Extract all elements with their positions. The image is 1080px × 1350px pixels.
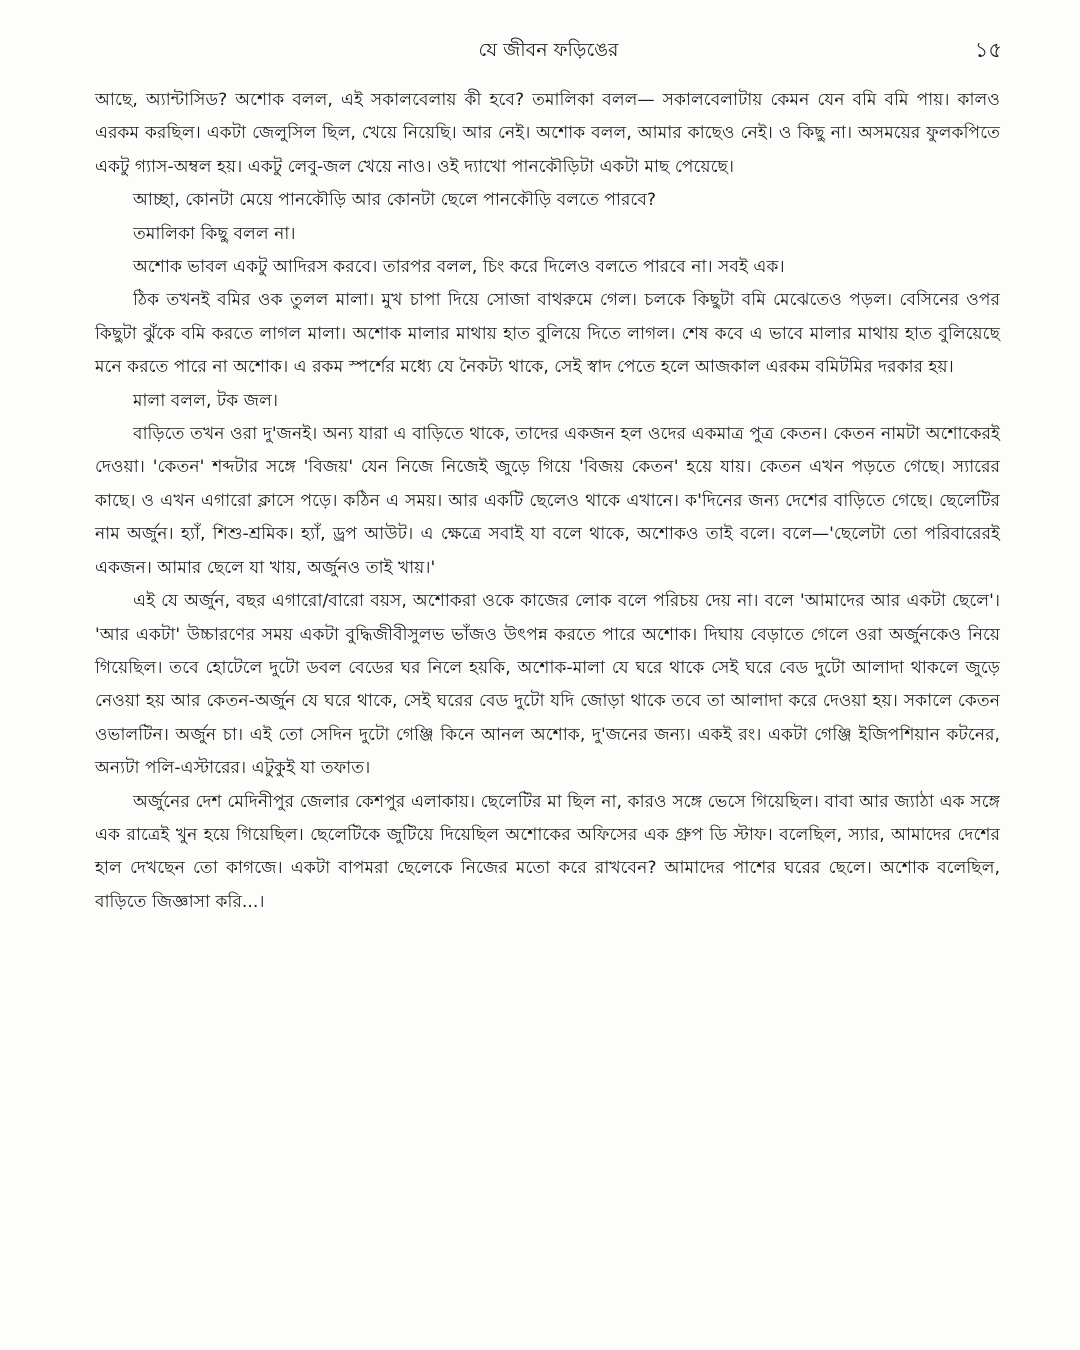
paragraph: অশোক ভাবল একটু আদিরস করবে। তারপর বলল, চিং করে দিলেও বলতে পারবে না। সবই এক। xyxy=(133,257,785,278)
paragraph: বাড়িতে তখন ওরা দু'জনই। অন্য যারা এ বাড়িতে থাকে, তাদের একজন হল ওদের একমাত্র পুত্র কেতন। কেতন নামটা অশোকেরই দেওয়া। 'কেতন' শব্দটার সঙ্গে 'বিজয়' যেন নিজে নিজেই জুড়ে গিয়ে 'বিজয় কেতন' হয়ে যায়। কেতন এখন পড়তে গেছে। স্যারের কাছে। ও এখন এগারো ক্লাসে পড়ে। কঠিন এ সময়। আর একটি ছেলেও থাকে এখানে। ক'দিনের জন্য দেশের বাড়িতে গেছে। ছেলেটির নাম অর্জুন। হ্যাঁ, শিশু-শ্রমিক। হ্যাঁ, ড্রপ আউট। এ ক্ষেত্রে সবাই যা বলে থাকে, অশোকও তাই বলে। বলে—'ছেলেটা তো পরিবারেরই একজন। আমার ছেলে যা খায়, অর্জুনও তাই খায়।' xyxy=(95,424,1000,578)
paragraph: এই যে অর্জুন, বছর এগারো/বারো বয়স, অশোকরা ওকে কাজের লোক বলে পরিচয় দেয় না। বলে 'আমাদের আর একটা ছেলে'। 'আর একটা' উচ্চারণের সময় একটা বুদ্ধিজীবীসুলভ ভাঁজও উৎপন্ন করতে পারে অশোক। দিঘায় বেড়াতে গেলে ওরা অর্জুনকেও নিয়ে গিয়েছিল। তবে হোটেলে দুটো ডবল বেডের ঘর নিলে হয়কি, অশোক-মালা যে ঘরে থাকে সেই ঘরে বেড দুটো আলাদা থাকলে জুড়ে নেওয়া হয় আর কেতন-অর্জুন যে ঘরে থাকে, সেই ঘরের বেড দুটো যদি জোড়া থাকে তবে তা আলাদা করে দেওয়া হয়। সকালে কেতন ওভালটিন। অর্জুন চা। এই তো সেদিন দুটো গেঞ্জি কিনে আনল অশোক, দু'জনের জন্য। একই রং। একটা গেঞ্জি ইজিপশিয়ান কটনের, অন্যটা পলি-এস্টারের। এটুকুই যা তফাত। xyxy=(95,591,1000,779)
running-title: যে জীবন ফড়িঙের xyxy=(478,39,619,61)
paragraph: ঠিক তখনই বমির ওক তুলল মালা। মুখ চাপা দিয়ে সোজা বাথরুমে গেল। চলকে কিছুটা বমি মেঝেতেও পড়ল। বেসিনের ওপর কিছুটা ঝুঁকে বমি করতে লাগল মালা। অশোক মালার মাথায় হাত বুলিয়ে দিতে লাগল। শেষ কবে এ ভাবে মালার মাথায় হাত বুলিয়েছে মনে করতে পারে না অশোক। এ রকম স্পর্শের মধ্যে যে নৈকট্য থাকে, সেই স্বাদ পেতে হলে আজকাল এরকম বমিটমির দরকার হয়। xyxy=(95,290,1000,378)
paragraph: মালা বলল, টক জল। xyxy=(133,390,279,411)
page-header xyxy=(95,34,1002,64)
body-text xyxy=(95,84,1000,919)
paragraph: তমালিকা কিছু বলল না। xyxy=(133,223,296,244)
paragraph: অর্জুনের দেশ মেদিনীপুর জেলার কেশপুর এলাকায়। ছেলেটির মা ছিল না, কারও সঙ্গে ভেসে গিয়েছিল। বাবা আর জ্যাঠা এক সঙ্গে এক রাত্রেই খুন হয়ে গিয়েছিল। ছেলেটিকে জুটিয়ে দিয়েছিল অশোকের অফিসের এক গ্রুপ ডি স্টাফ। বলেছিল, স্যার, আমাদের দেশের হাল দেখছেন তো কাগজে। একটা বাপমরা ছেলেকে নিজের মতো করে রাখবেন? আমাদের পাশের ঘরের ছেলে। অশোক বলেছিল, বাড়িতে জিজ্ঞাসা করি...। xyxy=(95,791,1000,912)
paragraph: আচ্ছা, কোনটা মেয়ে পানকৌড়ি আর কোনটা ছেলে পানকৌড়ি বলতে পারবে? xyxy=(133,190,657,211)
paragraph: আছে, অ্যান্টাসিড? অশোক বলল, এই সকালবেলায় কী হবে? তমালিকা বলল— সকালবেলাটায় কেমন যেন বমি বমি পায়। কালও এরকম করছিল। একটা জেলুসিল ছিল, খেয়ে নিয়েছি। আর নেই। অশোক বলল, আমার কাছেও নেই। ও কিছু না। অসময়ের ফুলকপিতে একটু গ্যাস-অম্বল হয়। একটু লেবু-জল খেয়ে নাও। ওই দ্যাখো পানকৌড়িটা একটা মাছ পেয়েছে। xyxy=(95,90,1000,177)
page-number: ১৫ xyxy=(974,38,1002,62)
